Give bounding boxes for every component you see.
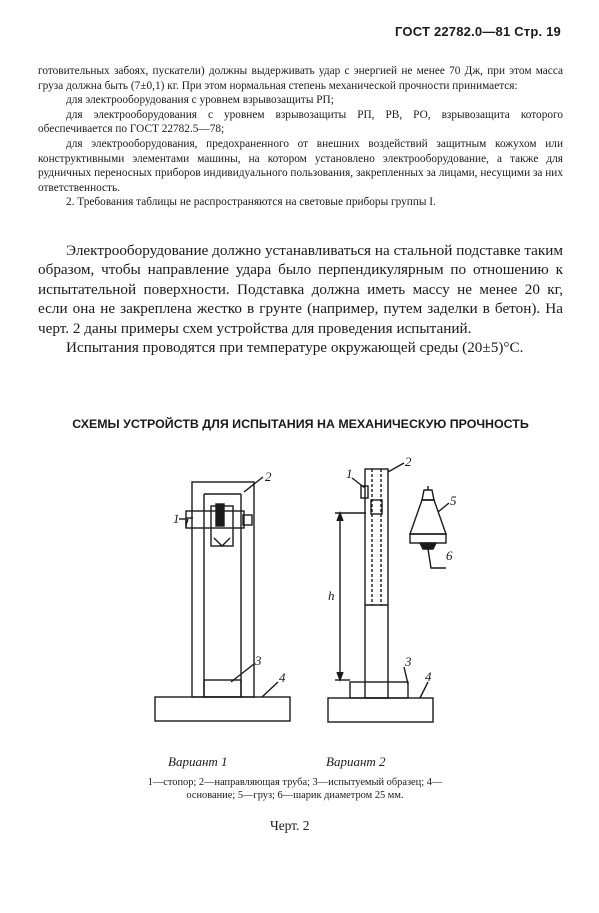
- page-header: ГОСТ 22782.0—81 Стр. 19: [395, 24, 561, 39]
- v2-leader-6: [428, 549, 446, 568]
- v2-sample: [350, 682, 408, 698]
- v1-stopper-bracket: [186, 511, 244, 528]
- body-paragraph-2: Испытания проводятся при температуре окружающей среды (20±5)°С.: [66, 339, 524, 357]
- v1-label-4: 4: [279, 670, 286, 685]
- v2-ball: [420, 543, 436, 549]
- note-item-rp-rv-ro: для электрооборудования с уровнем взрывозащиты РП, РВ, РО, взрывозащита которого обеспечивается по ГОСТ 22782.5—78;: [38, 108, 563, 136]
- v1-stopper-pin: [216, 504, 224, 526]
- v1-label-2: 2: [265, 469, 272, 484]
- variant2-caption: Вариант 2: [326, 754, 386, 769]
- v2-label-1: 1: [346, 466, 353, 481]
- v1-leader-4: [262, 682, 278, 697]
- v2-guide-tube: [365, 469, 388, 698]
- v1-weight-tip: [214, 538, 230, 546]
- variant1-caption: Вариант 1: [168, 754, 228, 769]
- figure-legend: 1—стопор; 2—направляющая труба; 3—испытуемый образец; 4—основание; 5—груз; 6—шарик диаметром 25 мм.: [147, 777, 443, 801]
- figure-title: СХЕМЫ УСТРОЙСТВ ДЛЯ ИСПЫТАНИЯ НА МЕХАНИЧЕСКУЮ ПРОЧНОСТЬ: [72, 417, 529, 431]
- v2-leader-1: [352, 478, 365, 488]
- body-paragraph-1: Электрооборудование должно устанавливаться на стальной подставке таким образом, чтобы направление удара было перпендикулярным по отношению к испытательной поверхности. Подставка должна иметь массу не менее 20 кг, если она не закреплена жестко в грунте (например, путем заделки в бетон). На черт. 2 даны примеры схем устройства для проведения испытаний.: [38, 242, 563, 337]
- v1-leader-3: [231, 664, 254, 682]
- v2-base: [328, 698, 433, 722]
- v2-label-2: 2: [405, 454, 412, 469]
- h-label: h: [328, 588, 335, 603]
- v1-label-1: 1: [173, 511, 180, 526]
- v2-leader-5: [438, 503, 449, 512]
- v2-weight-body: [410, 500, 446, 534]
- figure-caption: Черт. 2: [270, 818, 310, 833]
- v1-sample: [204, 680, 241, 697]
- note-continuation: готовительных забоях, пускатели) должны выдерживать удар с энергией не менее 70 Дж, при этом масса груза должна быть (7±0,1) кг. При этом нормальная степень механической прочности принимается:: [38, 65, 563, 92]
- v2-leader-4: [420, 682, 428, 698]
- v2-label-3: 3: [405, 654, 412, 669]
- v2-leader-2: [388, 463, 404, 472]
- note-2: 2. Требования таблицы не распространяются на световые приборы группы I.: [66, 196, 436, 209]
- v2-weight-head: [422, 490, 434, 500]
- v1-base: [155, 697, 290, 721]
- note-item-protected: для электрооборудования, предохраненного от внешних воздействий защитным кожухом или конструктивными элементами машины, на котором установлено электрооборудование, а также для рудничных переносных приборов индивидуального пользования, закрепленных за лицами, несущими за них ответственность.: [38, 137, 563, 194]
- note-item-rp: для электрооборудования с уровнем взрывозащиты РП;: [66, 94, 334, 107]
- v2-label-5: 5: [450, 493, 457, 508]
- v2-label-4: 4: [425, 669, 432, 684]
- v2-label-6: 6: [446, 548, 453, 563]
- v1-label-3: 3: [255, 653, 262, 668]
- v2-weight-rim: [410, 534, 446, 543]
